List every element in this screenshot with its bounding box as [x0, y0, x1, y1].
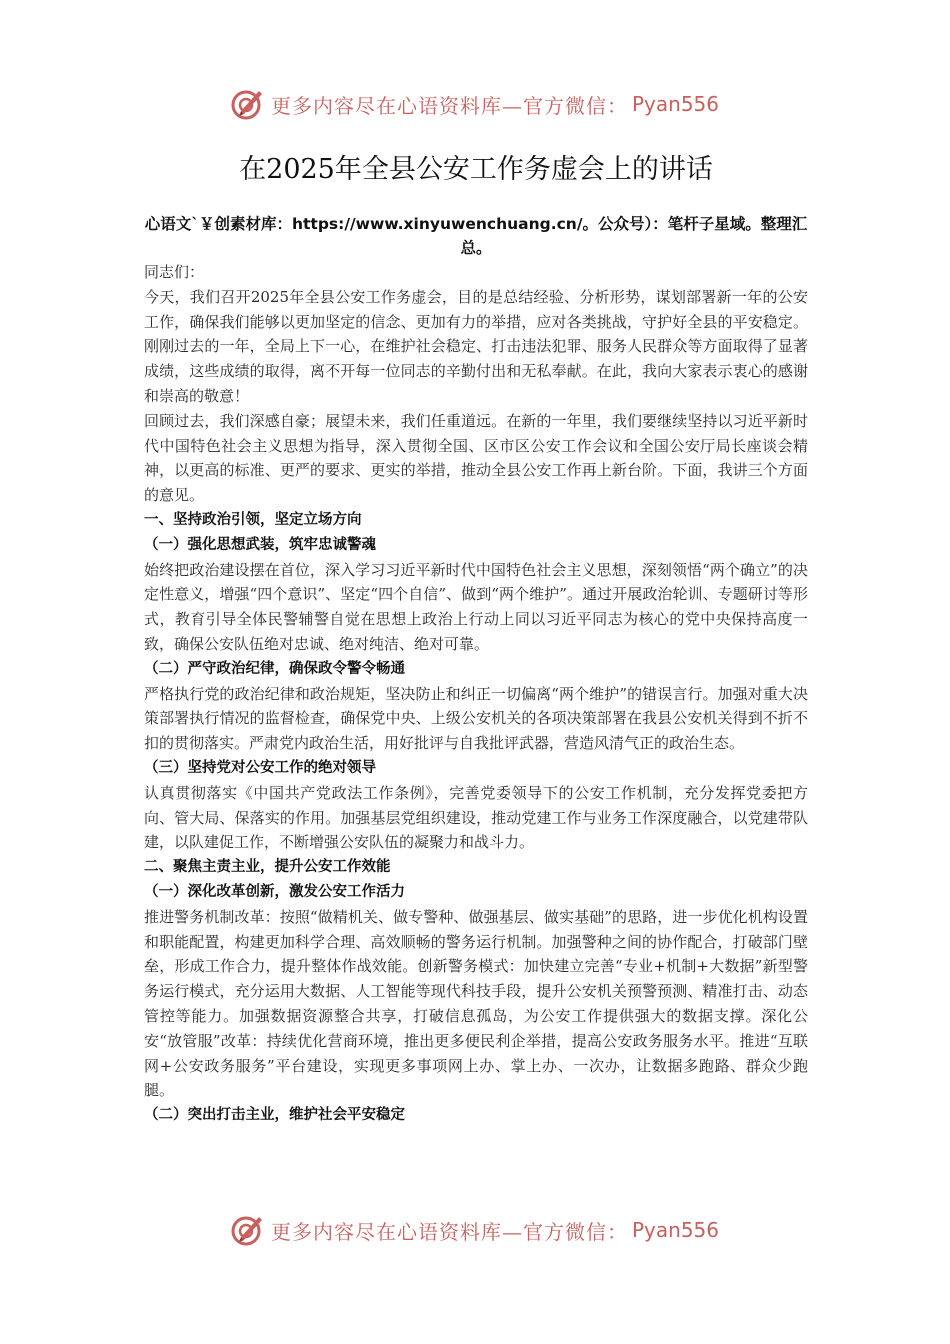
section-heading: （二）严守政治纪律，确保政令警令畅通: [144, 660, 405, 677]
banner-wechat-id: Pyan556: [631, 92, 719, 116]
banner-text: 更多内容尽在心语资料库—官方微信：: [270, 93, 628, 118]
pen-logo-icon: [231, 87, 265, 121]
document-body: [144, 150, 808, 1128]
section-heading: （一）强化思想武装，筑牢忠诚警魂: [144, 536, 376, 553]
body-paragraph: 严格执行党的政治纪律和政治规矩，坚决防止和纠正一切偏离“两个维护”的错误言行。加强对重大决策部署执行情况的监督检查，确保党中央、上级公安机关的各项决策部署在我县公安机关得到不折不扣的贯彻落实。严肃党内政治生活，用好批评与自我批评武器，营造风清气正的政治生态。: [144, 684, 808, 753]
body-paragraph: 回顾过去，我们深感自豪；展望未来，我们任重道远。在新的一年里，我们要继续坚持以习近平新时代中国特色社会主义思想为指导，深入贯彻全国、区市区公安工作会议和全国公安厅局长座谈会精神，以更高的标准、更严的要求、更实的举措，推动全县公安工作再上新台阶。下面，我讲三个方面的意见。: [144, 411, 808, 505]
paragraph-list: [144, 285, 808, 1128]
section-heading: （二）突出打击主业，维护社会平安稳定: [144, 1107, 405, 1124]
banner-text: 更多内容尽在心语资料库—官方微信：: [270, 1219, 628, 1244]
banner-wechat-id: Pyan556: [631, 1218, 719, 1242]
source-note: 心语文`￥创素材库：https://www.xinyuwenchuang.cn/。公众号）：笔杆子星域。整理汇总。: [144, 215, 808, 257]
body-paragraph: 推进警务机制改革：按照“做精机关、做专警种、做强基层、做实基础”的思路，进一步优化机构设置和职能配置，构建更加科学合理、高效顺畅的警务运行机制。加强警种之间的协作配合，打破部门壁垒，形成工作合力，提升整体作战效能。创新警务模式：加快建立完善“专业+机制+大数据”新型警务运行模式，充分运用大数据、人工智能等现代科技手段，提升公安机关预警预测、精准打击、动态管控等能力。加强数据资源整合共享，打破信息孤岛，为公安工作提供强大的数据支撑。深化公安“放管服”改革：持续优化营商环境，推出更多便民利企举措，提高公安政务服务水平。推进“互联网+公安政务服务”平台建设，实现更多事项网上办、掌上办、一次办，让数据多跑路、群众少跑腿。: [144, 907, 808, 1100]
document-title: 在2025年全县公安工作务虚会上的讲话: [239, 154, 713, 185]
section-heading: 二、聚焦主责主业，提升公安工作效能: [144, 859, 391, 876]
footer-banner: [0, 1210, 950, 1250]
body-paragraph: 始终把政治建设摆在首位，深入学习习近平新时代中国特色社会主义思想，深刻领悟“两个确立”的决定性意义，增强“四个意识”、坚定“四个自信”、做到“两个维护”。通过开展政治轮训、专题研讨等形式，教育引导全体民警辅警自觉在思想上政治上行动上同以习近平同志为核心的党中央保持高度一致，确保公安队伍绝对忠诚、绝对纯洁、绝对可靠。: [144, 560, 808, 653]
section-heading: 一、坚持政治引领，坚定立场方向: [144, 511, 362, 528]
body-paragraph: 认真贯彻落实《中国共产党政法工作条例》，完善党委领导下的公安工作机制，充分发挥党委把方向、管大局、保落实的作用。加强基层党组织建设，推动党建工作与业务工作深度融合，以党建带队建，以队建促工作，不断增强公安队伍的凝聚力和战斗力。: [144, 783, 808, 852]
section-heading: （三）坚持党对公安工作的绝对领导: [144, 759, 376, 776]
pen-logo-icon: [231, 1213, 265, 1247]
header-banner: [0, 84, 950, 124]
body-paragraph: 今天，我们召开2025年全县公安工作务虚会，目的是总结经验、分析形势，谋划部署新一年的公安工作，确保我们能够以更加坚定的信念、更加有力的举措，应对各类挑战，守护好全县的平安稳定。刚刚过去的一年，全局上下一心，在维护社会稳定、打击违法犯罪、服务人民群众等方面取得了显著成绩，这些成绩的取得，离不开每一位同志的辛勤付出和无私奉献。在此，我向大家表示衷心的感谢和崇高的敬意！: [144, 287, 808, 405]
section-heading: （一）深化改革创新，激发公安工作活力: [144, 883, 405, 900]
salutation: 同志们：: [144, 263, 205, 281]
